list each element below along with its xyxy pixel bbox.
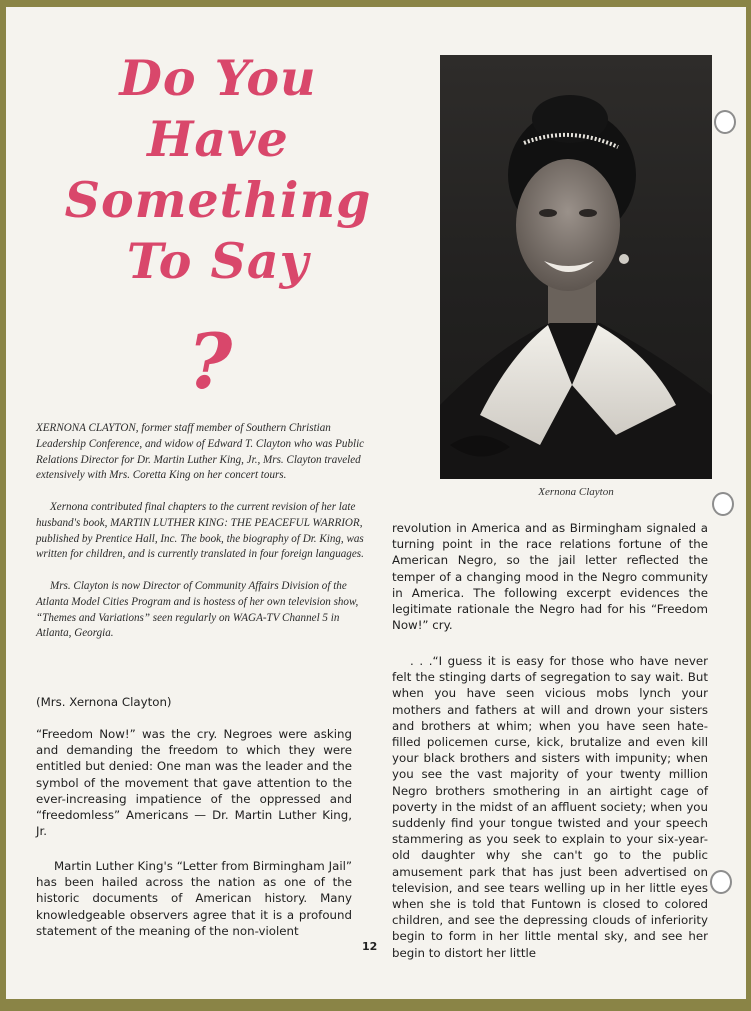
bio-paragraph-2: Xernona contributed final chapters to the current revision of her late husband's book, MARTIN LUTHER KING: THE PEACEFUL WARRIOR, published by Prentice Hall, Inc. The book, the biography of Dr. King, was written for children, and is currently translated in four foreign languages.: [36, 501, 364, 561]
bio-paragraph-1: XERNONA CLAYTON, former staff member of Southern Christian Leadership Conference, and widow of Edward T. Clayton who was Public Relations Director for Dr. Martin Luther King, Jr., Mrs. Clayton traveled extensively with Mrs. Coretta King on her concert tours.: [36, 422, 365, 482]
portrait-photo: [440, 55, 712, 479]
right-paragraph-1: revolution in America and as Birmingham signaled a turning point in the race relations fortune of the American Negro, so the jail letter reflected the temper of a changing mood in the Negro community in America. The following excerpt evidences the legitimate rationale the Negro had for his “Freedom Now!” cry.: [392, 521, 708, 633]
binder-hole-3: [710, 870, 732, 894]
binder-hole-2: [712, 492, 734, 516]
headline-line-1: Do You: [119, 49, 317, 107]
headline-line-2: Have: [147, 110, 289, 168]
photo-caption: Xernona Clayton: [538, 486, 614, 498]
headline-line-3: Something: [64, 171, 372, 229]
left-paragraph-1: “Freedom Now!” was the cry. Negroes were asking and demanding the freedom to which they were entitled but denied: One man was the leader and the symbol of the movement that gave attention to the ever-increasing impatience of the oppressed and “freedomless” Americans — Dr. Martin Luther King, Jr.: [36, 727, 352, 839]
right-paragraph-2: . . .“I guess it is easy for those who have never felt the stinging darts of segregation to say wait. But when you have seen vicious mobs lynch your mothers and fathers at will and drown your sisters and brothers at whim; when you have seen hate-filled policemen curse, kick, brutalize and even kill your black brothers and sisters with impunity; when you see the vast majority of your twenty million Negro brothers smothering in an airtight cage of poverty in the midst of an affluent society; when you suddenly find your tongue twisted and your speech stammering as you seek to explain to your six-year-old daughter why she can't go to the public amusement park that has just been advertised on television, and see tears welling up in her little eyes when she is told that Funtown is closed to colored children, and see the depressing clouds of inferiority begin to form in her little mental sky, and see her begin to distort her little: [392, 654, 708, 960]
binder-hole-1: [714, 110, 736, 134]
page-number: 12: [362, 940, 378, 953]
headline: [28, 48, 408, 292]
headline-line-4: To Say: [126, 232, 310, 290]
portrait-illustration: [440, 55, 712, 479]
bio-paragraph-3: Mrs. Clayton is now Director of Community Affairs Division of the Atlanta Model Cities Program and is hostess of her own television show, “Themes and Variations” seen regularly on WAGA-TV Channel 5 in Atlanta, Georgia.: [36, 580, 359, 640]
byline: (Mrs. Xernona Clayton): [36, 695, 172, 709]
left-paragraph-2: Martin Luther King's “Letter from Birmingham Jail” has been hailed across the nation as one of the historic documents of American history. Many knowledgeable observers agree that it is a profound statement of the meaning of the non-violent: [36, 859, 352, 938]
question-mark: ?: [187, 317, 233, 406]
